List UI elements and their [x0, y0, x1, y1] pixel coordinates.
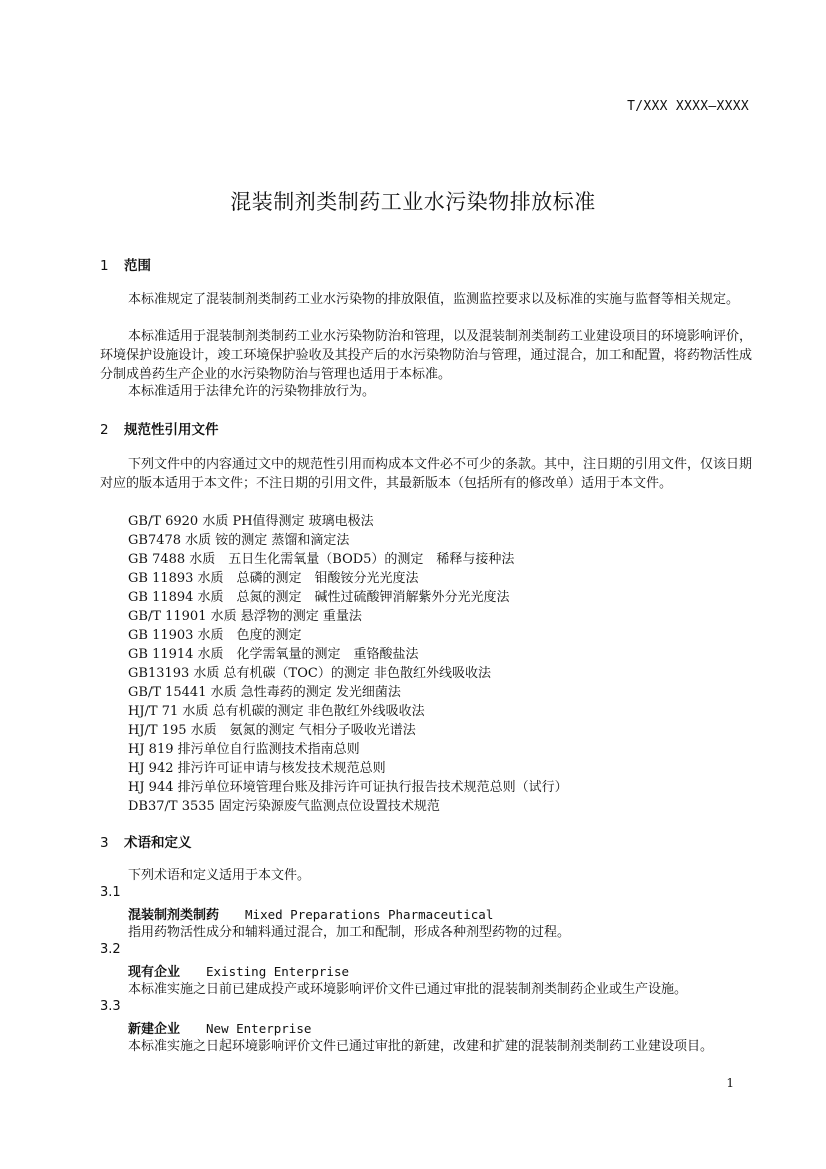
reference-list	[100, 512, 752, 816]
reference-item: GB 11903 水质 色度的测定	[128, 628, 302, 643]
reference-item: DB37/T 3535 固定污染源废气监测点位设置技术规范	[128, 799, 440, 814]
term-number: 3.2	[100, 942, 121, 957]
paragraph: 下列术语和定义适用于本文件。	[128, 868, 311, 883]
term-definition: 本标准实施之日起环境影响评价文件已通过审批的新建，改建和扩建的混装制剂类制药工业建设项目。	[128, 1039, 714, 1054]
term-zh: 新建企业	[128, 1022, 181, 1037]
section-title: 术语和定义	[124, 835, 192, 851]
reference-item: HJ/T 71 水质 总有机碳的测定 非色散红外线吸收法	[128, 704, 425, 719]
section-title: 规范性引用文件	[124, 422, 219, 438]
section-number: 1	[100, 258, 109, 274]
term-en: Existing Enterprise	[206, 964, 350, 979]
reference-item: HJ/T 195 水质 氨氮的测定 气相分子吸收光谱法	[128, 723, 416, 738]
page-number: 1	[726, 1076, 734, 1090]
reference-item: GB13193 水质 总有机碳（TOC）的测定 非色散红外线吸收法	[128, 666, 491, 681]
reference-item: GB 11894 水质 总氮的测定 碱性过硫酸钾消解紫外分光光度法	[128, 590, 510, 605]
term-definition: 指用药物活性成分和辅料通过混合，加工和配制，形成各种剂型药物的过程。	[128, 925, 571, 940]
reference-item: GB/T 6920 水质 PH值得测定 玻璃电极法	[128, 514, 374, 529]
term-entry	[128, 961, 349, 980]
reference-item: HJ 819 排污单位自行监测技术指南总则	[128, 742, 360, 757]
section-heading-terms-definitions	[100, 831, 192, 851]
term-definition: 本标准实施之日前已建成投产或环境影响评价文件已通过审批的混装制剂类制药企业或生产设施。	[128, 982, 688, 997]
term-number: 3.1	[100, 885, 121, 900]
reference-item: HJ 942 排污许可证申请与核发技术规范总则	[128, 761, 386, 776]
paragraph: 本标准适用于混装制剂类制药工业水污染物防治和管理，以及混装制剂类制药工业建设项目的环境影响评价，环境保护设施设计，竣工环境保护验收及其投产后的水污染物防治与管理，通过混合，加工和配置，将药物活性成分制成兽药生产企业的水污染物防治与管理也适用于本标准。	[100, 329, 753, 382]
document-title: 混装制剂类制药工业水污染物排放标准	[230, 190, 596, 214]
term-entry	[128, 1018, 311, 1037]
section-heading-scope	[100, 254, 151, 274]
term-zh: 现有企业	[128, 965, 181, 980]
reference-item: HJ 944 排污单位环境管理台账及排污许可证执行报告技术规范总则（试行）	[128, 780, 568, 795]
section-heading-normative-references	[100, 418, 219, 438]
reference-item: GB/T 15441 水质 急性毒药的测定 发光细菌法	[128, 685, 401, 700]
standard-code: T/XXX XXXX—XXXX	[627, 99, 749, 114]
paragraph: 下列文件中的内容通过文中的规范性引用而构成本文件必不可少的条款。其中，注日期的引用文件，仅该日期对应的版本适用于本文件；不注日期的引用文件，其最新版本（包括所有的修改单）适用于本文件。	[100, 457, 753, 491]
reference-item: GB 7488 水质 五日生化需氧量（BOD5）的测定 稀释与接种法	[128, 552, 515, 567]
paragraph: 本标准规定了混装制剂类制药工业水污染物的排放限值，监测监控要求以及标准的实施与监督等相关规定。	[128, 292, 740, 307]
reference-item: GB7478 水质 铵的测定 蒸馏和滴定法	[128, 533, 350, 548]
term-zh: 混装制剂类制药	[128, 908, 220, 923]
term-number: 3.3	[100, 999, 121, 1014]
reference-item: GB/T 11901 水质 悬浮物的测定 重量法	[128, 609, 362, 624]
term-en: Mixed Preparations Pharmaceutical	[245, 907, 494, 922]
section-number: 3	[100, 835, 109, 851]
term-entry	[128, 904, 493, 923]
reference-item: GB 11914 水质 化学需氧量的测定 重铬酸盐法	[128, 647, 419, 662]
section-number: 2	[100, 422, 109, 438]
section-title: 范围	[124, 258, 151, 274]
term-en: New Enterprise	[206, 1021, 312, 1036]
paragraph: 本标准适用于法律允许的污染物排放行为。	[128, 384, 376, 399]
reference-item: GB 11893 水质 总磷的测定 钼酸铵分光光度法	[128, 571, 419, 586]
